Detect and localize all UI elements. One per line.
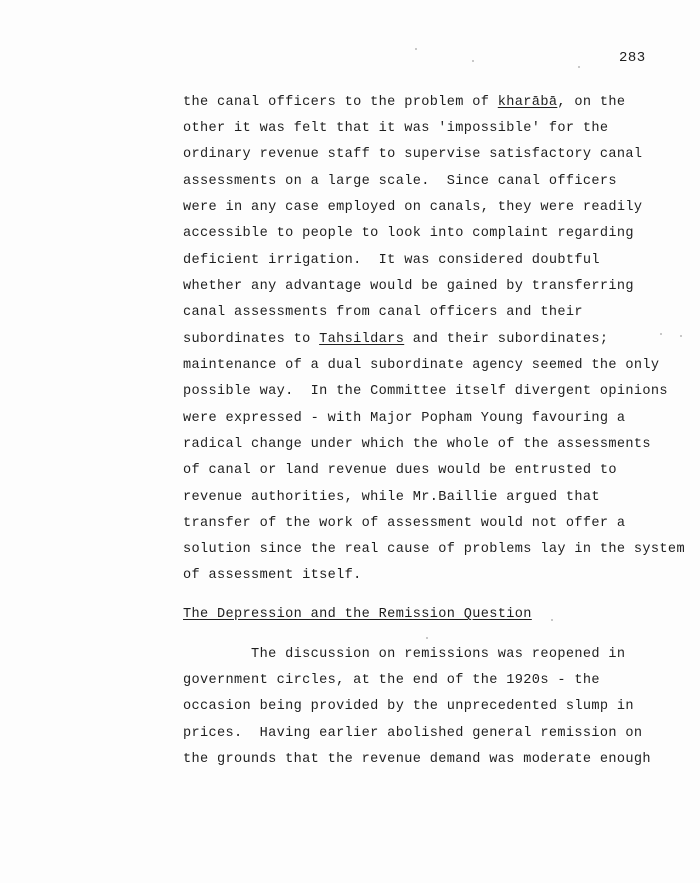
- text-line: other it was felt that it was 'impossible' for the: [183, 121, 609, 136]
- scan-speck: [578, 66, 580, 68]
- scan-speck: [551, 619, 553, 621]
- text-line: of canal or land revenue dues would be entrusted to: [183, 463, 617, 478]
- text-line: accessible to people to look into complaint regarding: [183, 226, 634, 241]
- text-line: occasion being provided by the unprecedented slump in: [183, 699, 634, 714]
- text-line: were in any case employed on canals, they were readily: [183, 200, 643, 215]
- scan-speck: [415, 48, 417, 50]
- text-line: canal assessments from canal officers and their: [183, 305, 583, 320]
- text-line: possible way. In the Committee itself divergent opinions: [183, 384, 668, 399]
- text-fragment: the canal officers to the problem of: [183, 95, 498, 110]
- text-line: maintenance of a dual subordinate agency seemed the only: [183, 358, 660, 373]
- underlined-term: Tahsildars: [319, 332, 405, 347]
- text-line: assessments on a large scale. Since canal officers: [183, 174, 617, 189]
- text-line: [183, 95, 625, 111]
- scan-speck: [472, 60, 474, 62]
- text-line: the grounds that the revenue demand was moderate enough: [183, 752, 651, 767]
- page-number: 283: [619, 50, 646, 66]
- text-line: radical change under which the whole of the assessments: [183, 437, 651, 452]
- text-line: government circles, at the end of the 1920s - the: [183, 673, 600, 688]
- text-line: whether any advantage would be gained by transferring: [183, 279, 634, 294]
- text-line: The discussion on remissions was reopened in: [183, 647, 626, 662]
- text-fragment: , on the: [557, 95, 626, 110]
- scan-speck: [680, 335, 682, 337]
- scan-speck: [660, 333, 662, 335]
- text-line: revenue authorities, while Mr.Baillie argued that: [183, 490, 600, 505]
- text-line: deficient irrigation. It was considered doubtful: [183, 253, 600, 268]
- text-fragment: subordinates to: [183, 332, 320, 347]
- text-line: [183, 332, 608, 348]
- text-line: were expressed - with Major Popham Young favouring a: [183, 411, 626, 426]
- text-line: ordinary revenue staff to supervise satisfactory canal: [183, 147, 643, 162]
- text-line: of assessment itself.: [183, 568, 362, 583]
- text-line: transfer of the work of assessment would not offer a: [183, 516, 626, 531]
- section-heading: The Depression and the Remission Question: [183, 607, 532, 622]
- text-line: solution since the real cause of problems lay in the system: [183, 542, 685, 557]
- text-fragment: and their subordinates;: [404, 332, 609, 347]
- underlined-term: kharābā: [497, 95, 558, 110]
- text-line: prices. Having earlier abolished general remission on: [183, 726, 643, 741]
- scan-speck: [426, 637, 428, 639]
